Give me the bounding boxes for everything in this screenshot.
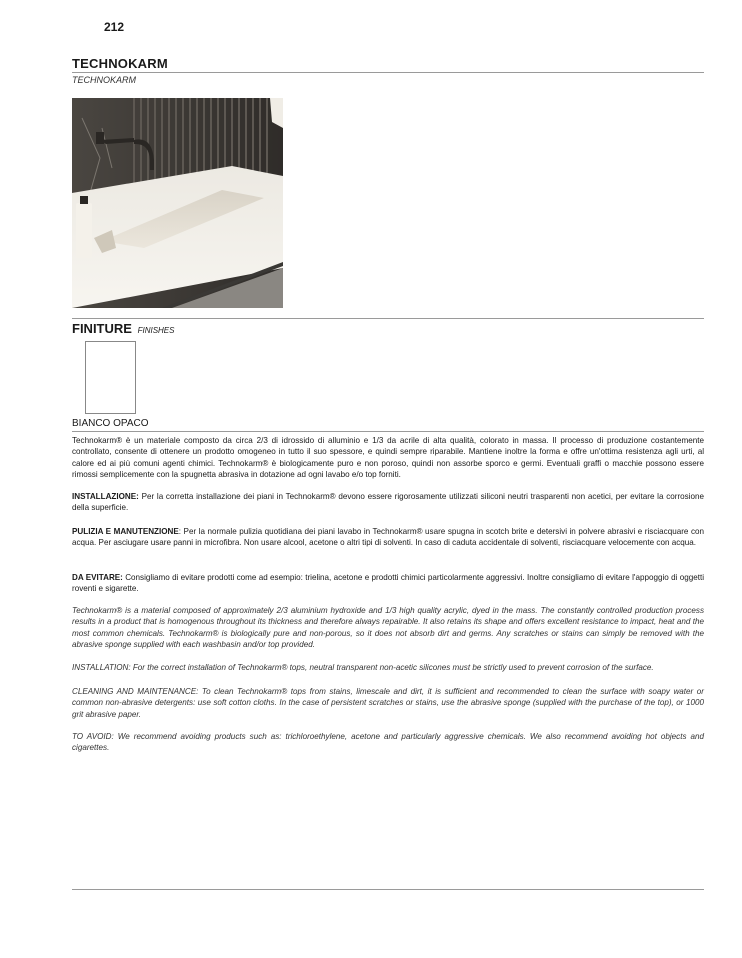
english-installation: INSTALLATION: For the correct installation of Technokarm® tops, neutral transparent non-acetic silicones must be strictly used to prevent corrosion of the surface. — [72, 663, 654, 672]
english-cleaning: CLEANING AND MAINTENANCE: To clean Technokarm® tops from stains, limescale and dirt, it is sufficient and recommended to clean the surface with soapy water or common non-abrasive detergents: use soft cotton cloths. In the case of persistent scratches or stains, use the abrasive sponge (supplied with the purchase of the top), or 1000 grit abrasive paper. — [72, 687, 704, 719]
cleaning-label: PULIZIA E MANUTENZIONE — [72, 527, 179, 536]
installation-label: INSTALLAZIONE: — [72, 492, 139, 501]
italian-intro: Technokarm® è un materiale composto da circa 2/3 di idrossido di alluminio e 1/3 da acrile di alta qualità, colorato in massa. Il processo di produzione costantemente controllato, consente di ottenere un prodotto omogeneo in tutto il suo spessore, e quindi sempre riparabile. Mantiene inoltre la forma e offre un'ottima resistenza agli urti, al calore ed ai più comuni agenti chimici. Technokarm® è biologicamente puro e non poroso, quindi non assorbe sporco e germi. Eventuali graffi o macchie possono essere rimossi semplicemente con la spugnetta abrasiva in dotazione ad ogni lavabo e/o top forniti. — [72, 436, 704, 479]
swatch-divider — [72, 431, 704, 432]
avoid-text: Consigliamo di evitare prodotti come ad esempio: trielina, acetone e prodotti chimici particolarmente aggressivi. Inoltre consigliamo di evitare l'appoggio di oggetti roventi e sigarette. — [72, 573, 705, 594]
english-avoid: TO AVOID: We recommend avoiding products such as: trichloroethylene, acetone and particularly aggressive chemicals. We also recommend avoiding hot objects and cigarettes. — [72, 732, 704, 753]
installation-text: Per la corretta installazione dei piani in Technokarm® devono essere rigorosamente utilizzati siliconi neutri trasparenti non acetici, per evitare la corrosione della superficie. — [72, 492, 704, 513]
italian-avoid — [72, 572, 704, 595]
finishes-divider — [72, 318, 704, 319]
italian-cleaning — [72, 526, 704, 549]
page-title: TECHNOKARM — [72, 56, 168, 71]
title-divider — [72, 72, 704, 73]
avoid-label: DA EVITARE: — [72, 573, 123, 582]
page-subtitle: TECHNOKARM — [72, 75, 137, 85]
finish-swatch-label: BIANCO OPACO — [72, 418, 149, 429]
finishes-heading-it: FINITURE — [72, 321, 132, 336]
page-number: 212 — [104, 20, 125, 34]
product-photo — [72, 98, 283, 308]
english-intro: Technokarm® is a material composed of approximately 2/3 aluminium hydroxide and 1/3 high quality acrylic, dyed in the mass. The constantly controlled production process results in a product that is homogenous throughout its thickness and therefore always repairable. It also retains its shape and offers excellent resistance to impact, heat and the most common chemicals. Technokarm® is biologically pure and non-porous, so it does not absorb dirt and germs. Any scratches or stains can simply be removed with the abrasive sponge supplied with each washbasin and/or top provided. — [72, 606, 704, 649]
italian-installation — [72, 491, 704, 514]
finishes-heading — [72, 321, 174, 336]
cleaning-text: : Per la normale pulizia quotidiana dei piani lavabo in Technokarm® usare spugna in scotch brite e detersivi in polvere abrasivi e risciacquare con acqua. Per asciugare usare panni in microfibra. Non usare alcool, acetone o altri tipi di solventi. In caso di caduta accidentale di solventi, risciacquare velocemente con acqua. — [72, 527, 704, 548]
footer-divider — [72, 889, 704, 890]
finishes-heading-en: FINISHES — [137, 326, 175, 335]
finish-swatch-bianco-opaco — [85, 341, 136, 414]
